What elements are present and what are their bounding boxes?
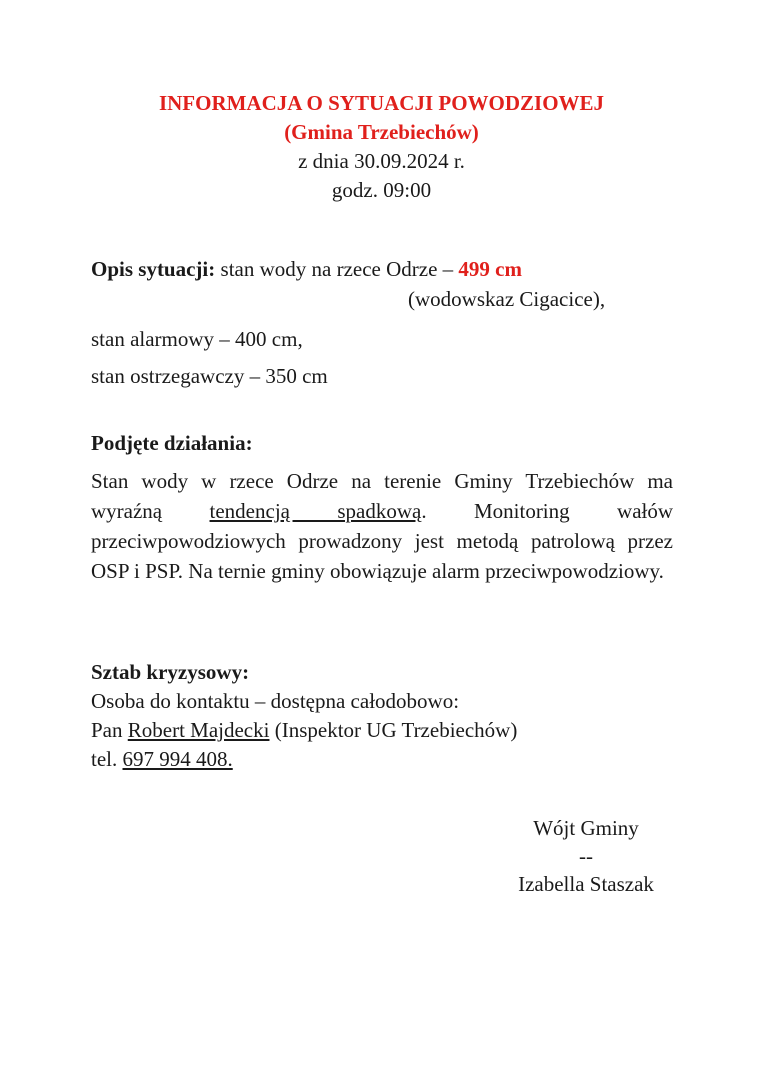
gauge-line: (wodowskaz Cigacice), xyxy=(408,287,606,311)
document-header xyxy=(0,89,763,205)
crisis-phone-line xyxy=(91,745,673,774)
crisis-section xyxy=(91,658,673,774)
signature-title: Wójt Gminy xyxy=(533,816,639,840)
phone-label: tel. xyxy=(91,747,118,771)
situation-line xyxy=(91,254,673,284)
crisis-person-line xyxy=(91,716,673,745)
contact-name: Robert Majdecki xyxy=(127,718,270,742)
phone-number: 697 994 408. xyxy=(122,747,233,771)
actions-text-1: Stan wody w rzece Odrze na terenie Gminy Trzebiechów ma wyraźną xyxy=(91,469,673,523)
contact-role: (Inspektor UG Trzebiechów) xyxy=(274,718,518,742)
document-date: z dnia 30.09.2024 r. xyxy=(298,149,465,173)
situation-label: Opis sytuacji: xyxy=(91,257,216,281)
actions-paragraph xyxy=(91,466,673,586)
signature-name: Izabella Staszak xyxy=(518,872,654,896)
document-title: INFORMACJA O SYTUACJI POWODZIOWEJ xyxy=(158,91,605,115)
alarm-level-line: stan alarmowy – 400 cm, xyxy=(91,327,303,351)
crisis-label: Sztab kryzysowy: xyxy=(91,660,250,684)
document-subtitle: (Gmina Trzebiechów) xyxy=(284,120,479,144)
document-time: godz. 09:00 xyxy=(331,178,432,202)
signature-dash: -- xyxy=(579,844,593,868)
situation-text: stan wody na rzece Odrze – xyxy=(220,257,454,281)
water-level-value: 499 cm xyxy=(458,257,522,281)
crisis-pan: Pan xyxy=(91,718,123,742)
trend-text: tendencją spadkową xyxy=(209,499,422,523)
crisis-contact: Osoba do kontaktu – dostępna całodobowo: xyxy=(91,689,460,713)
warning-level-line: stan ostrzegawczy – 350 cm xyxy=(91,364,328,388)
actions-label: Podjęte działania: xyxy=(91,431,253,455)
signature-block xyxy=(486,814,686,898)
actions-text-2: . Monitoring wałów przeciwpowodziowych prowadzony jest metodą patrolową przez OSP i PSP. Na ternie gminy obowiązuje alarm przeciwpowodziowy. xyxy=(91,499,674,583)
